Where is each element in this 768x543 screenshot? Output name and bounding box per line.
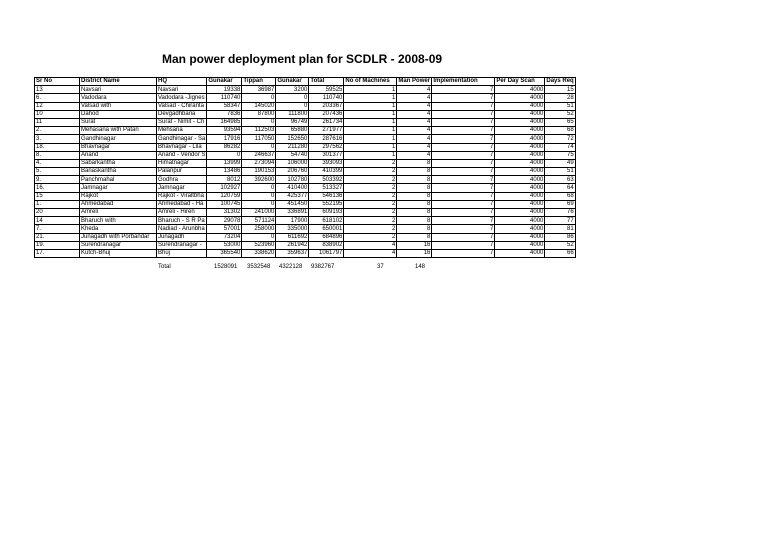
column-header: Man Power — [398, 78, 431, 85]
table-cell: 618102 — [309, 217, 344, 225]
table-cell: 1 — [344, 94, 397, 102]
table-cell: Devgadhbaria — [157, 110, 207, 118]
table-row — [35, 151, 576, 159]
table-cell: 4 — [397, 143, 432, 151]
total-gunakar: 1528091 — [214, 264, 238, 270]
table-cell: 410400 — [276, 184, 309, 192]
table-cell: 4000 — [495, 249, 545, 257]
table-cell: 211280 — [276, 143, 309, 151]
table-cell: 16 — [397, 249, 432, 257]
table-cell: 0 — [242, 200, 276, 208]
table-row — [35, 249, 576, 257]
table-cell: Dahod — [80, 110, 157, 118]
table-cell: 4 — [397, 127, 432, 135]
table-cell: 29078 — [207, 217, 242, 225]
table-row — [35, 192, 576, 200]
table-cell: Gandhinagar — [80, 135, 157, 143]
table-cell: 7 — [432, 200, 495, 208]
table-cell: 3200 — [276, 86, 309, 94]
table-cell: 7 — [432, 233, 495, 241]
table-cell: 4000 — [495, 225, 545, 233]
table-cell: 53000 — [207, 241, 242, 249]
column-header: Gunakar — [207, 78, 242, 86]
table-cell: 7836 — [207, 110, 242, 118]
table-cell: 7 — [432, 176, 495, 184]
table-cell: Himatnagar — [157, 159, 207, 167]
table-cell: 64 — [545, 184, 575, 192]
table-cell: 552195 — [309, 200, 344, 208]
table-cell: 1 — [344, 151, 397, 159]
table-cell: Mehasana with Patan — [80, 127, 157, 135]
table-cell: 335000 — [276, 225, 309, 233]
table-cell: Vadodara -Jignes — [157, 94, 207, 102]
table-cell: 241000 — [242, 209, 276, 217]
table-cell: 271977 — [309, 127, 344, 135]
table-cell: 7. — [35, 225, 80, 233]
table-cell: 0 — [242, 192, 276, 200]
table-cell: 9. — [35, 176, 80, 184]
table-cell: 59525 — [309, 86, 344, 94]
table-cell: 164985 — [207, 118, 242, 126]
table-cell: Bhavnagar - Lila — [157, 143, 207, 151]
table-cell: Valsad with — [80, 102, 157, 110]
table-cell: 203367 — [309, 102, 344, 110]
table-cell: 0 — [276, 102, 309, 110]
table-cell: 2 — [344, 209, 397, 217]
column-header: Sr No — [35, 78, 80, 86]
table-cell: 16 — [397, 241, 432, 249]
table-cell: 4 — [397, 135, 432, 143]
table-cell: 2 — [344, 168, 397, 176]
table-cell: 15 — [35, 192, 80, 200]
table-cell: 7 — [432, 192, 495, 200]
table-cell: 19. — [35, 241, 80, 249]
table-row — [35, 200, 576, 208]
table-cell: 503392 — [309, 176, 344, 184]
table-cell: 246637 — [242, 151, 276, 159]
table-cell: 112503 — [242, 127, 276, 135]
table-cell: 7 — [432, 143, 495, 151]
table-cell: 73204 — [207, 233, 242, 241]
table-cell: 261942 — [276, 241, 309, 249]
table-cell: Palanpur — [157, 168, 207, 176]
table-cell: 31302 — [207, 209, 242, 217]
table-cell: 0 — [276, 94, 309, 102]
table-cell: Bhavnagar — [80, 143, 157, 151]
table-cell: 7 — [432, 118, 495, 126]
table-cell: 190153 — [242, 168, 276, 176]
table-cell: 77 — [545, 217, 575, 225]
table-cell: 4000 — [495, 143, 545, 151]
table-cell: 4 — [397, 151, 432, 159]
table-cell: 2 — [344, 233, 397, 241]
table-cell: 152650 — [276, 135, 309, 143]
table-cell: Navsari — [80, 86, 157, 94]
table-cell: 4 — [397, 86, 432, 94]
table-cell: 102927 — [207, 184, 242, 192]
table-cell: 17916 — [207, 135, 242, 143]
table-cell: 359637 — [276, 249, 309, 257]
table-cell: 1. — [35, 200, 80, 208]
table-cell: 68 — [545, 192, 575, 200]
table-cell: Bharuch - S R Pa — [157, 217, 207, 225]
table-cell: 2. — [35, 127, 80, 135]
table-cell: 0 — [242, 143, 276, 151]
table-cell: 8 — [397, 225, 432, 233]
totals-label: Total — [158, 264, 171, 270]
table-cell: 451450 — [276, 200, 309, 208]
column-header: District Name — [80, 78, 157, 86]
table-cell: 8 — [397, 168, 432, 176]
table-cell: Kheda — [80, 225, 157, 233]
table-cell: 4000 — [495, 86, 545, 94]
table-cell: 0 — [242, 184, 276, 192]
table-cell: Amreli — [80, 209, 157, 217]
table-cell: 0 — [242, 94, 276, 102]
table-cell: 4000 — [495, 151, 545, 159]
table-cell: 14 — [35, 217, 80, 225]
table-cell: Surendranagar - — [157, 241, 207, 249]
table-row — [35, 159, 576, 167]
table-cell: 4. — [35, 159, 80, 167]
table-cell: 87800 — [242, 110, 276, 118]
table-cell: 66 — [545, 249, 575, 257]
table-cell: 4000 — [495, 217, 545, 225]
table-cell: 110740 — [207, 94, 242, 102]
table-cell: 7 — [432, 102, 495, 110]
column-header: HQ — [157, 78, 207, 86]
table-cell: 52 — [545, 241, 575, 249]
table-cell: 0 — [207, 151, 242, 159]
table-cell: 102780 — [276, 176, 309, 184]
table-cell: 7 — [432, 249, 495, 257]
table-cell: 117050 — [242, 135, 276, 143]
table-cell: 17900 — [276, 217, 309, 225]
table-cell: 65880 — [276, 127, 309, 135]
table-cell: 17. — [35, 249, 80, 257]
table-cell: 1 — [344, 86, 397, 94]
table-cell: Surendranagar — [80, 241, 157, 249]
table-cell: 13486 — [207, 168, 242, 176]
table-cell: 4000 — [495, 233, 545, 241]
table-row — [35, 94, 576, 102]
table-cell: Junagadh with Porbandar — [80, 233, 157, 241]
table-cell: 611692 — [276, 233, 309, 241]
table-cell: 69 — [545, 200, 575, 208]
table-cell: 21. — [35, 233, 80, 241]
table-cell: 571124 — [242, 217, 276, 225]
column-header: Gunakar — [276, 78, 309, 86]
column-header: Per Day Scan — [495, 78, 545, 86]
table-cell: 2 — [344, 225, 397, 233]
table-cell: 7 — [432, 127, 495, 135]
table-cell: 1 — [344, 135, 397, 143]
table-row — [35, 110, 576, 118]
table-cell: 4 — [397, 110, 432, 118]
table-cell: 513327 — [309, 184, 344, 192]
table-cell: Bhuj — [157, 249, 207, 257]
table-cell: Valsad - Chiranta — [157, 102, 207, 110]
table-cell: 609193 — [309, 209, 344, 217]
table-cell: 4 — [344, 241, 397, 249]
table-cell: Ahmedabad — [80, 200, 157, 208]
table-row — [35, 135, 576, 143]
table-cell: Vadodara — [80, 94, 157, 102]
table-cell: 81 — [545, 225, 575, 233]
table-cell: 4 — [397, 94, 432, 102]
table-cell: 4000 — [495, 241, 545, 249]
table-cell: 7 — [432, 159, 495, 167]
table-cell: 4000 — [495, 168, 545, 176]
table-row — [35, 127, 576, 135]
table-cell: 297562 — [309, 143, 344, 151]
table-cell: 1 — [344, 102, 397, 110]
table-cell: 3. — [35, 135, 80, 143]
table-row — [35, 86, 576, 94]
table-cell: 8 — [397, 184, 432, 192]
table-cell: 392600 — [242, 176, 276, 184]
table-cell: 7 — [432, 151, 495, 159]
table-cell: 49 — [545, 159, 575, 167]
table-cell: 4000 — [495, 110, 545, 118]
table-cell: 287616 — [309, 135, 344, 143]
table-row — [35, 176, 576, 184]
table-cell: 19338 — [207, 86, 242, 94]
table-cell: 4000 — [495, 135, 545, 143]
table-cell: 7 — [432, 86, 495, 94]
page-title: Man power deployment plan for SCDLR - 2008-09 — [162, 52, 443, 66]
table-cell: 75 — [545, 151, 575, 159]
table-cell: 338620 — [242, 249, 276, 257]
table-cell: 8 — [397, 192, 432, 200]
table-cell: 110740 — [309, 94, 344, 102]
table-cell: Godhra — [157, 176, 207, 184]
table-cell: 261734 — [309, 118, 344, 126]
table-cell: 1 — [344, 118, 397, 126]
table-cell: 2 — [344, 192, 397, 200]
table-cell: Nadiad - Arunbha — [157, 225, 207, 233]
table-cell: 15 — [545, 86, 575, 94]
table-cell: 16. — [35, 184, 80, 192]
table-cell: 5. — [35, 168, 80, 176]
table-cell: 4000 — [495, 200, 545, 208]
table-cell: 2 — [344, 176, 397, 184]
table-cell: Gandhinagar - Sa — [158, 135, 206, 142]
table-cell: 13 — [35, 86, 80, 94]
total-total: 9382767 — [311, 264, 335, 270]
table-cell: 7 — [432, 217, 495, 225]
table-cell: 145020 — [242, 102, 276, 110]
table-cell: Surat - Nimit - Ch — [157, 118, 207, 126]
table-cell: 11 — [35, 118, 80, 126]
table-cell: 111800 — [276, 110, 309, 118]
table-cell: 76 — [545, 209, 575, 217]
header-row — [35, 78, 576, 86]
table-cell: 4000 — [495, 176, 545, 184]
table-cell: Banaskantha — [80, 168, 157, 176]
table-cell: 12 — [35, 102, 80, 110]
table-cell: 0 — [242, 233, 276, 241]
table-cell: 650001 — [309, 225, 344, 233]
table-cell: 1 — [344, 143, 397, 151]
table-cell: 838902 — [309, 241, 344, 249]
table-row — [35, 118, 576, 126]
table-cell: 7 — [432, 209, 495, 217]
table-cell: 8 — [397, 176, 432, 184]
table-cell: 2 — [344, 217, 397, 225]
table-row — [35, 168, 576, 176]
table-cell: 68 — [545, 127, 575, 135]
table-cell: 93594 — [207, 127, 242, 135]
table-cell: 86282 — [207, 143, 242, 151]
table-cell: 4000 — [495, 127, 545, 135]
table-cell: 273094 — [242, 159, 276, 167]
column-header: Tippan — [242, 78, 276, 86]
table-cell: 4000 — [495, 118, 545, 126]
table-cell: Jamnagar — [80, 184, 157, 192]
table-cell: Jamnagar — [157, 184, 207, 192]
table-cell: 58347 — [207, 102, 242, 110]
table-cell: Anand - Vendor S — [158, 152, 206, 159]
table-row — [35, 217, 576, 225]
table-cell: 8012 — [207, 176, 242, 184]
table-row — [35, 225, 576, 233]
table-row — [35, 209, 576, 217]
column-header: No of Machines — [344, 78, 397, 86]
table-cell: 28 — [545, 94, 575, 102]
table-cell: 4000 — [495, 184, 545, 192]
table-cell: 4 — [397, 118, 432, 126]
table-cell: Rajkot - Viraltbha — [157, 192, 207, 200]
table-cell: 8. — [35, 151, 80, 159]
table-cell: 301377 — [309, 151, 344, 159]
table-cell: Kutch-Bhuj — [80, 249, 157, 257]
table-cell: 20 — [35, 209, 80, 217]
table-cell: 51 — [545, 168, 575, 176]
table-cell: 4000 — [495, 94, 545, 102]
table-cell: 8 — [397, 209, 432, 217]
table-cell: 207436 — [309, 110, 344, 118]
table-cell: 36987 — [242, 86, 276, 94]
deployment-table — [34, 77, 576, 258]
table-cell: 8 — [397, 159, 432, 167]
table-cell: 4 — [397, 102, 432, 110]
column-header: Implementation — [432, 78, 495, 86]
table-cell: 7 — [432, 135, 495, 143]
table-cell: Rajkot — [80, 192, 157, 200]
table-cell: Bharuch with — [80, 217, 157, 225]
table-cell: 54740 — [276, 151, 309, 159]
table-cell: 1061797 — [309, 249, 344, 257]
table-cell: 4000 — [495, 209, 545, 217]
table-cell: 410399 — [309, 168, 344, 176]
table-cell: 1 — [344, 110, 397, 118]
table-cell: 96749 — [276, 118, 309, 126]
table-cell: 2 — [344, 184, 397, 192]
table-cell: 336891 — [276, 209, 309, 217]
table-cell: 72 — [545, 135, 575, 143]
table-cell: Panchmahal — [80, 176, 157, 184]
table-cell: 120759 — [207, 192, 242, 200]
total-tippan: 3532548 — [247, 264, 271, 270]
column-header: Total — [309, 78, 344, 86]
table-cell: 4 — [344, 249, 397, 257]
table-cell: 57001 — [207, 225, 242, 233]
table-cell: Mehsana — [157, 127, 207, 135]
table-row — [35, 241, 576, 249]
table-cell: 51 — [545, 102, 575, 110]
table-cell: 4000 — [495, 159, 545, 167]
table-cell: 393093 — [309, 159, 344, 167]
table-cell: 8 — [397, 200, 432, 208]
table-cell: Anand — [80, 151, 157, 159]
table-cell: 2 — [344, 200, 397, 208]
table-cell: 7 — [432, 184, 495, 192]
table-cell: 6. — [35, 94, 80, 102]
total-gunakar-2: 4322128 — [279, 264, 303, 270]
table-cell: 74 — [545, 143, 575, 151]
table-cell: 7 — [432, 94, 495, 102]
table-cell: 365540 — [207, 249, 242, 257]
table-cell: 523960 — [242, 241, 276, 249]
table-cell: 0 — [242, 118, 276, 126]
table-cell: 684896 — [309, 233, 344, 241]
table-cell: 86 — [545, 233, 575, 241]
table-cell: 100745 — [207, 200, 242, 208]
table-cell: Sabarkantha — [80, 159, 157, 167]
table-row — [35, 184, 576, 192]
table-cell: 4000 — [495, 102, 545, 110]
table-cell: Ahmedabad - Ha — [157, 200, 207, 208]
table-cell: 7 — [432, 110, 495, 118]
table-cell: 7 — [432, 241, 495, 249]
table-cell: 425377 — [276, 192, 309, 200]
table-cell: 8 — [397, 233, 432, 241]
table-cell: 1 — [344, 127, 397, 135]
table-cell: Surat — [80, 118, 157, 126]
table-cell: 106000 — [276, 159, 309, 167]
table-cell: 258000 — [242, 225, 276, 233]
table-cell: 63 — [545, 176, 575, 184]
table-cell: 13999 — [207, 159, 242, 167]
table-cell: 8 — [397, 217, 432, 225]
table-row — [35, 233, 576, 241]
table-cell: 18. — [35, 143, 80, 151]
column-header: Days Req — [546, 78, 574, 85]
table-cell: Navsari — [157, 86, 207, 94]
total-machines: 37 — [377, 264, 384, 270]
table-cell: 7 — [432, 225, 495, 233]
table-row — [35, 102, 576, 110]
table-cell: 65 — [545, 118, 575, 126]
table-cell: Amreli - Hiren — [157, 209, 207, 217]
table-cell: 10 — [35, 110, 80, 118]
table-cell: 52 — [545, 110, 575, 118]
table-cell: 206760 — [276, 168, 309, 176]
table-cell: 4000 — [495, 192, 545, 200]
table-row — [35, 143, 576, 151]
table-cell: 546136 — [309, 192, 344, 200]
table-cell: 2 — [344, 159, 397, 167]
total-manpower: 148 — [415, 264, 426, 270]
table-cell: 7 — [432, 168, 495, 176]
table-cell: Junagadh — [157, 233, 207, 241]
